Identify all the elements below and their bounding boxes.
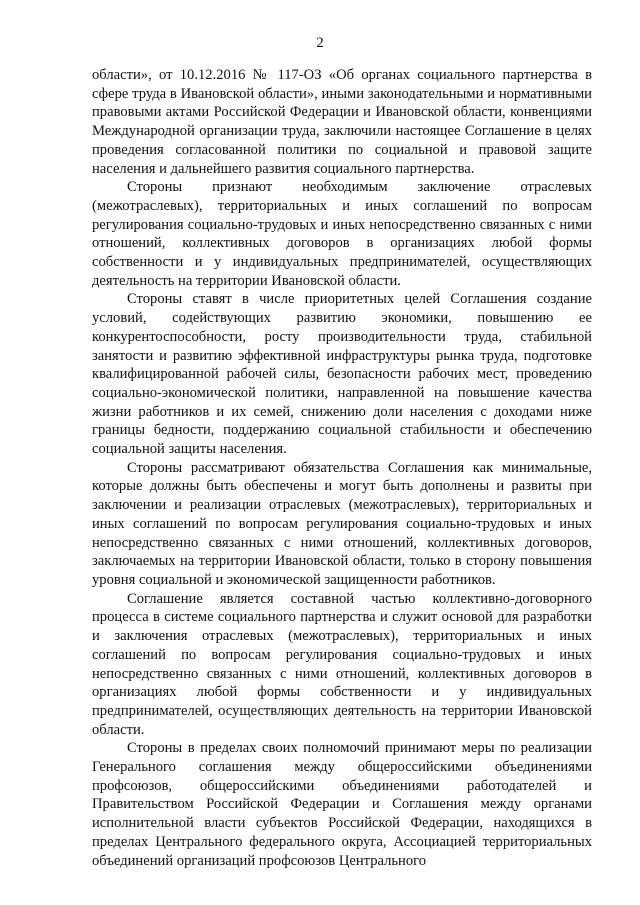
paragraph-1: области», от 10.12.2016 № 117-ОЗ «Об органах социального партнерства в сфере труда в Ивановской области», иными законодательными и нормативными правовыми актами Российской Федерации и Ивановской области, конвенциями Международной организации труда, заключили настоящее Соглашение в целях проведения согласованной политики по социальной и правовой защите населения и дальнейшего развития социального партнерства.: [92, 67, 592, 177]
page-number: 2: [316, 35, 324, 51]
paragraph-5: Соглашение является составной частью коллективно-договорного процесса в системе социального партнерства и служит основой для разработки и заключения отраслевых (межотраслевых), территориальных и иных соглашений по вопросам регулирования социально-трудовых и иных непосредственно связанных с ними отношений, коллективных договоров в организациях любой формы собственности и у индивидуальных предпринимателей, осуществляющих деятельность на территории Ивановской области.: [92, 590, 592, 738]
paragraph-2: Стороны признают необходимым заключение отраслевых (межотраслевых), территориальных и иных соглашений по вопросам регулирования социально-трудовых и иных непосредственно связанных с ними отношений, коллективных договоров в организациях любой формы собственности и у индивидуальных предпринимателей, осуществляющих деятельность на территории Ивановской области.: [92, 179, 592, 289]
paragraph-6: Стороны в пределах своих полномочий принимают меры по реализации Генерального соглашения между общероссийскими объединениями профсоюзов, общероссийскими объединениями работодателей и Правительством Российской Федерации и Соглашения между органами исполнительной власти субъектов Российской Федерации, находящихся в пределах Центрального федерального округа, Ассоциацией территориальных объединений организаций профсоюзов Центрального: [92, 740, 592, 869]
paragraph-3: Стороны ставят в числе приоритетных целей Соглашения создание условий, содействующих развитию экономики, повышению ее конкурентоспособности, росту производительности труда, стабильной занятости и развитию эффективной инфраструктуры рынка труда, подготовке квалифицированной рабочей силы, безопасности рабочих мест, проведению социально-экономической политики, направленной на повышение качества жизни работников и их семей, снижению доли населения с доходами ниже границы бедности, поддержанию социальной стабильности и обеспечению социальной защиты населения.: [92, 291, 592, 458]
document-body: [92, 66, 592, 870]
paragraph-4: Стороны рассматривают обязательства Соглашения как минимальные, которые должны быть обеспечены и могут быть дополнены и развиты при заключении и реализации отраслевых (межотраслевых), территориальных и иных соглашений по вопросам регулирования социально-трудовых и иных непосредственно связанных с ними отношений, коллективных договоров, заключаемых на территории Ивановской области, только в сторону повышения уровня социальной и экономической защищенности работников.: [92, 459, 592, 588]
